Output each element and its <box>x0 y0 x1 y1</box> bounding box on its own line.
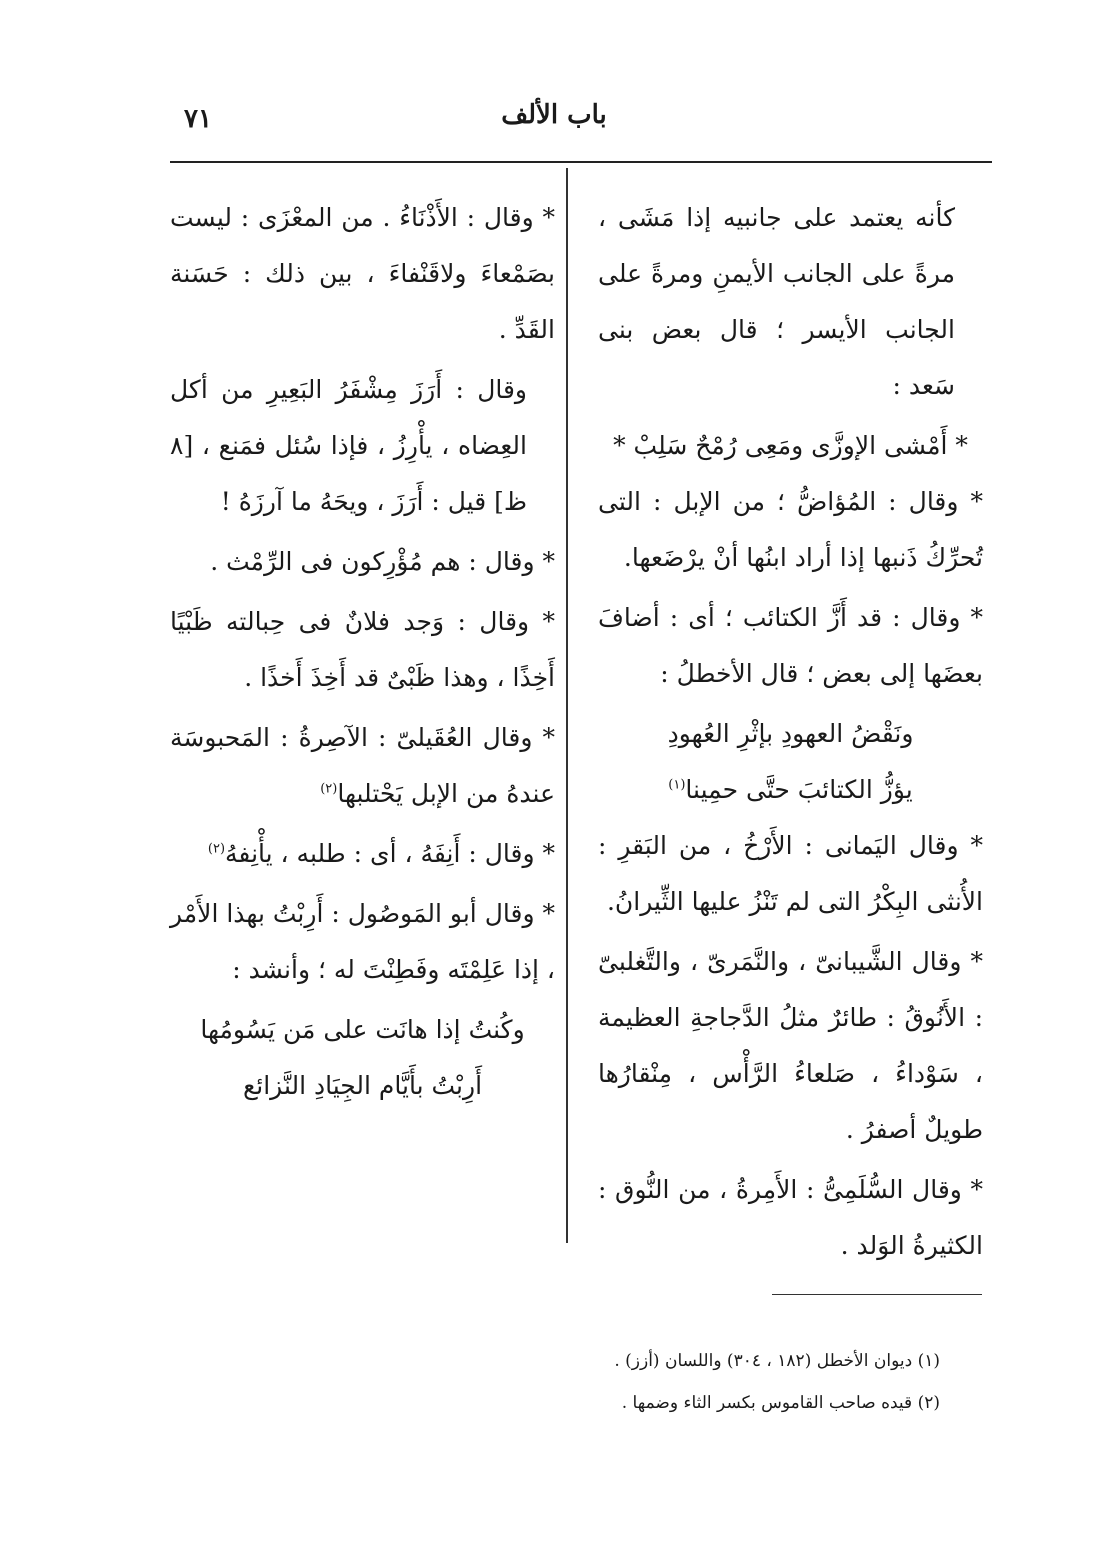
paragraph <box>598 474 983 586</box>
paragraph-text: * وقال العُقَيلىّ : الآصِرةُ : المَحبوسَة عندهُ من الإبل يَحْتلبها <box>170 723 555 808</box>
verse-line <box>598 762 983 818</box>
verse-line <box>170 1002 555 1058</box>
verse-text: أَرِبْتُ بأَيَّام الجِيَادِ النَّزائع <box>242 1071 483 1100</box>
running-title: باب الألف <box>501 100 607 130</box>
verse-text: * أَمْشى الإوزَّى ومَعِى رُمْحٌ سَلِبْ * <box>613 431 968 460</box>
paragraph-text: * وقال اليَمانى : الأَرْخُ ، من البَقرِ : الأُنثى البِكْرُ التى لم تَنْزُ عليها الثِّيرانُ. <box>598 831 983 916</box>
paragraph-text: * وقال : قد أَزَّ الكتائب ؛ أى : أضافَ بعضَها إلى بعض ؛ قال الأخطلُ : <box>598 603 983 688</box>
paragraph <box>170 362 555 530</box>
paragraph-text: * وقال : الأَذْنَاءُ . من المعْزَى : ليست بصَمْعاءَ ولاقَنْفاءَ ، بين ذلك : حَسَنة القَدِّ . <box>170 203 555 344</box>
paragraph <box>170 594 555 706</box>
footnote-number: (١) <box>917 1351 940 1371</box>
verse-text: ونَقْضُ العهودِ بإثْرِ العُهودِ <box>667 719 914 748</box>
right-column <box>598 190 983 1278</box>
footnote-text: ديوان الأخطل (١٨٢ ، ٣٠٤) واللسان (أزز) . <box>614 1351 913 1371</box>
page-number: ٧١ <box>184 104 212 134</box>
paragraph-text: * وقال السُّلَمِىُّ : الأَمِرةُ ، من النُّوق : الكثيرةُ الوَلد . <box>598 1175 983 1260</box>
verse-line <box>598 706 983 762</box>
paragraph-text: * وقال : المُؤاضُّ ؛ من الإبل : التى تُحرِّكُ ذَنبها إذا أراد ابنُها أنْ يرْضَعها. <box>598 487 983 572</box>
paragraph <box>170 886 555 998</box>
paragraph <box>170 710 555 822</box>
paragraph <box>598 590 983 702</box>
paragraph <box>170 190 555 358</box>
paragraph <box>170 534 555 590</box>
paragraph-text: * وقال أبو المَوصُول : أَرِبْتُ بهذا الأَمْر ، إذا عَلِمْتَه وفَطِنْتَ له ؛ وأنشد : <box>170 899 555 984</box>
footnote-marker: (٢) <box>207 841 226 857</box>
verse-line <box>598 418 983 474</box>
left-column <box>170 190 555 1114</box>
column-divider <box>566 168 568 1243</box>
footnotes <box>520 1340 940 1424</box>
footnote <box>520 1382 940 1424</box>
footnote <box>520 1340 940 1382</box>
footnote-number: (٢) <box>917 1393 940 1413</box>
paragraph <box>598 190 983 414</box>
verse-text: يؤزُّ الكتائبَ حتَّى حمِينا <box>685 775 913 804</box>
paragraph-text: كأنه يعتمد على جانبيه إذا مَشَى ، مرةً على الجانب الأيمنِ ومرةً على الجانب الأيسر ؛ قال بعض بنى سَعد : <box>598 203 955 400</box>
paragraph-text: * وقال : أَنِفَهُ ، أى : طلبه ، يأْنِفهُ <box>225 839 555 868</box>
paragraph <box>598 1162 983 1274</box>
paragraph-text: وقال : أَرَزَ مِشْفَرُ البَعِيرِ من أكل العِضاه ، يأْرِزُ ، فإذا سُئل فمَنع ، [٨ ظ] قيل : أَرَزَ ، ويحَهُ ما آرزَهُ ! <box>170 375 527 516</box>
paragraph <box>170 826 555 882</box>
verse-line <box>170 1058 555 1114</box>
verse-text: وكُنتُ إذا هانَت على مَن يَسُومُها <box>200 1015 525 1044</box>
paragraph-text: * وقال : وَجد فلانٌ فى حِبالته ظَبْيًا أَخِذًا ، وهذا ظَبْىٌ قد أَخِذَ أَخذًا . <box>170 607 555 692</box>
paragraph <box>598 934 983 1158</box>
header-rule <box>170 161 992 163</box>
footnote-marker: (١) <box>668 777 686 793</box>
paragraph <box>598 818 983 930</box>
footnote-marker: (٢) <box>320 781 338 797</box>
footnote-text: قيده صاحب القاموس بكسر الثاء وضمها . <box>621 1393 913 1413</box>
footnote-rule <box>772 1294 982 1295</box>
paragraph-text: * وقال الشَّيبانىّ ، والنَّمَرىّ ، والتَّغلبىّ : الأَنُوقُ : طائرٌ مثلُ الدَّجاجةِ العظيمة ، سَوْداءُ ، صَلعاءُ الرَّأْس ، مِنْقارُها طويلٌ أصفرُ . <box>598 947 983 1144</box>
paragraph-text: * وقال : هم مُؤْرِكون فى الرِّمْث . <box>210 547 555 576</box>
